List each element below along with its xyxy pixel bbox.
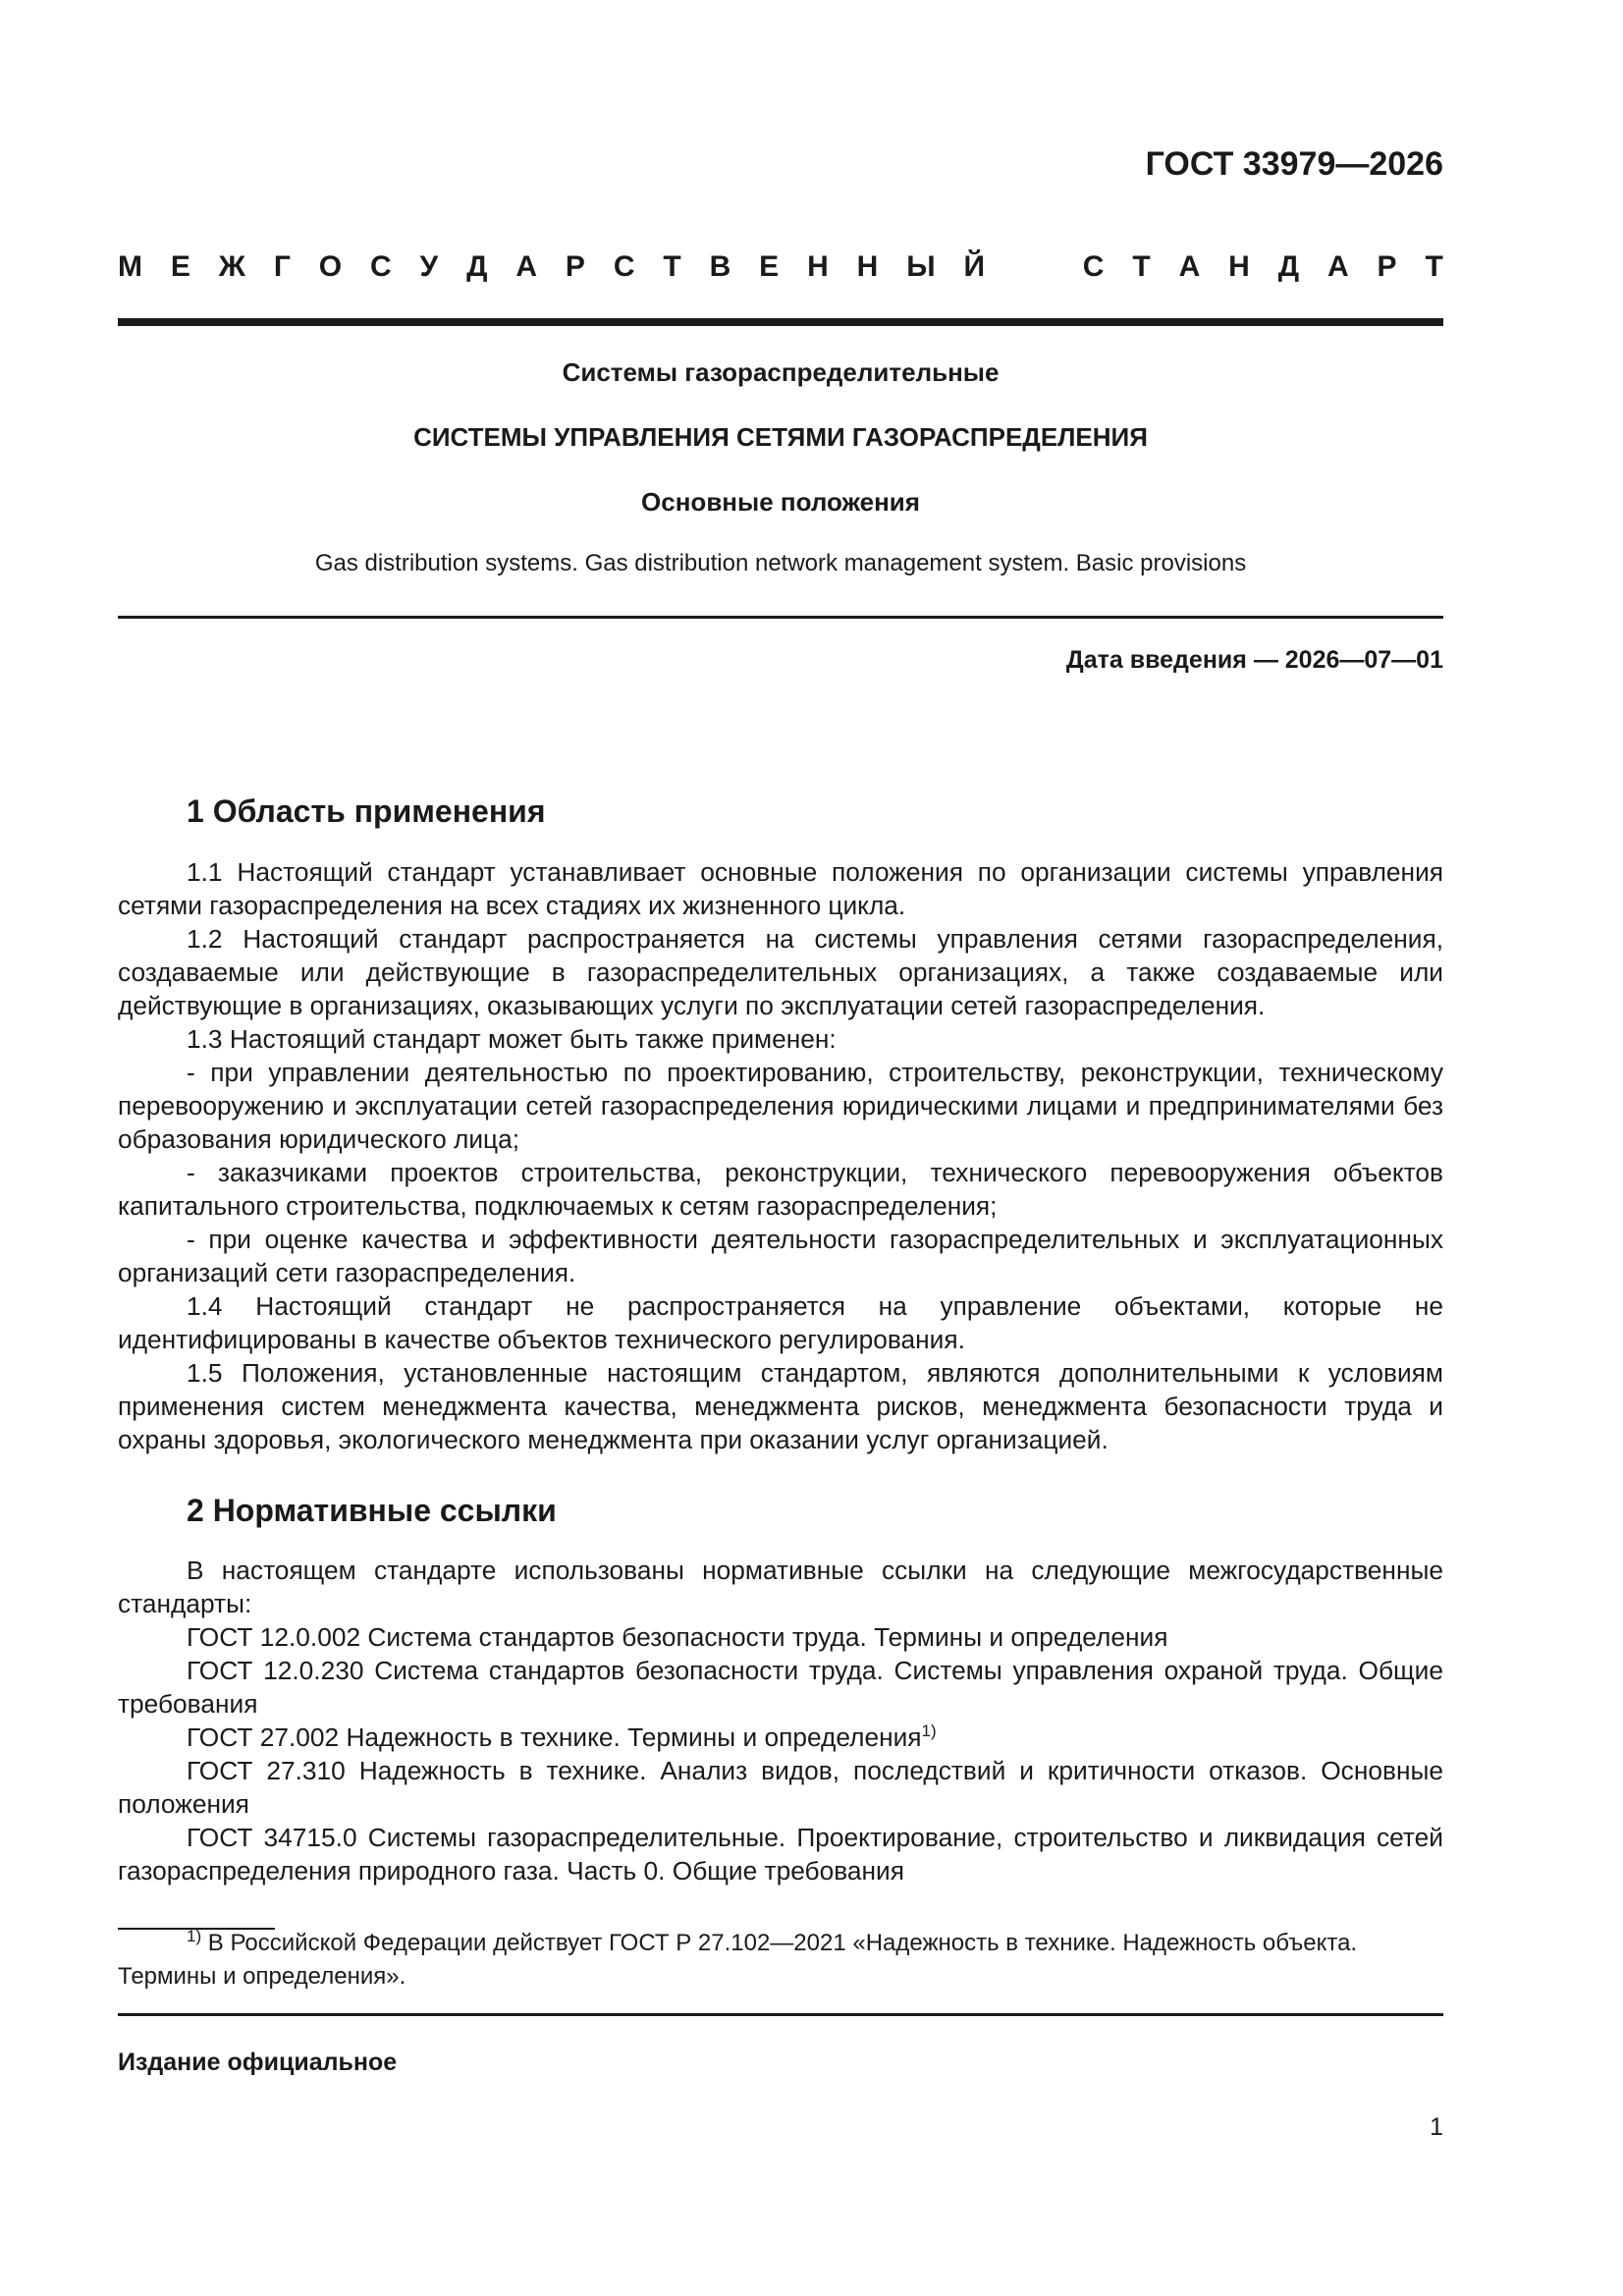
- banner-letter: Т: [663, 250, 681, 283]
- list-item: - при управлении деятельностью по проектированию, строительству, реконструкции, техническому перевооружению и эксплуатации сетей газораспределения юридическими лицами и предпринимателями без образования юридического лица;: [118, 1058, 1443, 1154]
- banner-letter: Н: [1228, 250, 1250, 283]
- banner-letter: В: [709, 250, 731, 283]
- banner-letter: У: [419, 250, 439, 283]
- banner-letter: Н: [856, 250, 879, 283]
- banner-letter: С: [613, 250, 635, 283]
- banner-letter: М: [118, 250, 142, 283]
- banner-letter: Ж: [218, 250, 245, 283]
- header-divider: [118, 318, 1443, 326]
- reference-text: ГОСТ 27.002 Надежность в технике. Термины и определения: [187, 1722, 922, 1752]
- section-scope-body: [118, 855, 1443, 1456]
- title-divider: [118, 616, 1443, 619]
- reference-item: ГОСТ 27.310 Надежность в технике. Анализ видов, последствий и критичности отказов. Основные положения: [118, 1756, 1443, 1819]
- footnote-mark[interactable]: 1): [921, 1722, 937, 1741]
- banner-letter: Г: [273, 250, 291, 283]
- section-heading-references: 2 Нормативные ссылки: [187, 1493, 557, 1528]
- paragraph: 1.5 Положения, установленные настоящим стандартом, являются дополнительными к условиям применения систем менеджмента качества, менеджмента рисков, менеджмента безопасности труда и охраны здоровья, экологического менеджмента при оказании услуг организацией.: [118, 1358, 1443, 1454]
- reference-item: ГОСТ 12.0.230 Система стандартов безопасности труда. Системы управления охраной труда. Общие требования: [118, 1656, 1443, 1719]
- reference-item: [118, 1721, 1443, 1754]
- standard-type-banner: [118, 250, 1443, 284]
- banner-letter: С: [1082, 250, 1105, 283]
- banner-letter: А: [515, 250, 538, 283]
- footnote-number: 1): [187, 1927, 202, 1945]
- banner-letter: Р: [565, 250, 585, 283]
- banner-letter: Е: [170, 250, 190, 283]
- banner-word-gap: [1013, 250, 1055, 284]
- introduction-date: Дата введения — 2026—07—01: [1065, 646, 1443, 674]
- footnote-text: В Российской Федерации действует ГОСТ Р 27.102—2021 «Надежность в технике. Надежность объекта. Термины и определения».: [118, 1930, 1358, 1990]
- banner-letter: О: [318, 250, 343, 283]
- title-english: Gas distribution systems. Gas distribution network management system. Basic provisions: [314, 550, 1247, 576]
- footer-divider: [118, 2013, 1443, 2016]
- edition-label: Издание официальное: [118, 2049, 398, 2076]
- section-references-body: [118, 1554, 1443, 1887]
- reference-item: ГОСТ 12.0.002 Система стандартов безопасности труда. Термины и определения: [187, 1622, 1168, 1652]
- paragraph: В настоящем стандарте использованы нормативные ссылки на следующие межгосударственные стандарты:: [118, 1556, 1443, 1618]
- page-number: 1: [1430, 2113, 1443, 2141]
- footnote: [118, 1927, 1443, 1994]
- banner-letter: Й: [963, 250, 986, 283]
- banner-letter: А: [1178, 250, 1201, 283]
- reference-item: ГОСТ 34715.0 Системы газораспределительные. Проектирование, строительство и ликвидация сетей газораспределения природного газа. Часть 0. Общие требования: [118, 1823, 1443, 1886]
- section-heading-scope: 1 Область применения: [187, 793, 546, 829]
- paragraph: 1.4 Настоящий стандарт не распространяется на управление объектами, которые не идентифицированы в качестве объектов технического регулирования.: [118, 1291, 1443, 1354]
- banner-letter: А: [1326, 250, 1349, 283]
- title-subtitle: Основные положения: [641, 487, 920, 517]
- banner-letter: Т: [1425, 250, 1443, 283]
- title-main: СИСТЕМЫ УПРАВЛЕНИЯ СЕТЯМИ ГАЗОРАСПРЕДЕЛЕНИЯ: [413, 422, 1148, 452]
- banner-letter: Д: [1277, 250, 1300, 283]
- banner-letter: Р: [1377, 250, 1397, 283]
- list-item: - заказчиками проектов строительства, реконструкции, технического перевооружения объектов капитального строительства, подключаемых к сетям газораспределения;: [118, 1158, 1443, 1221]
- banner-letter: Е: [759, 250, 780, 283]
- paragraph: 1.3 Настоящий стандарт может быть также применен:: [187, 1024, 837, 1054]
- document-number: ГОСТ 33979—2026: [1145, 145, 1443, 183]
- banner-letter: С: [369, 250, 392, 283]
- list-item: - при оценке качества и эффективности деятельности газораспределительных и эксплуатационных организаций сети газораспределения.: [118, 1225, 1443, 1287]
- banner-letter: Т: [1132, 250, 1151, 283]
- banner-letter: Д: [466, 250, 488, 283]
- paragraph: 1.2 Настоящий стандарт распространяется на системы управления сетями газораспределения, создаваемые или действующие в газораспределительных организациях, а также создаваемые или действующие в организациях, оказывающих услуги по эксплуатации сетей газораспределения.: [118, 924, 1443, 1020]
- title-group: Системы газораспределительные: [562, 357, 1000, 387]
- paragraph: 1.1 Настоящий стандарт устанавливает основные положения по организации системы управления сетями газораспределения на всех стадиях их жизненного цикла.: [118, 857, 1443, 920]
- banner-letter: Н: [807, 250, 829, 283]
- banner-letter: Ы: [906, 250, 936, 283]
